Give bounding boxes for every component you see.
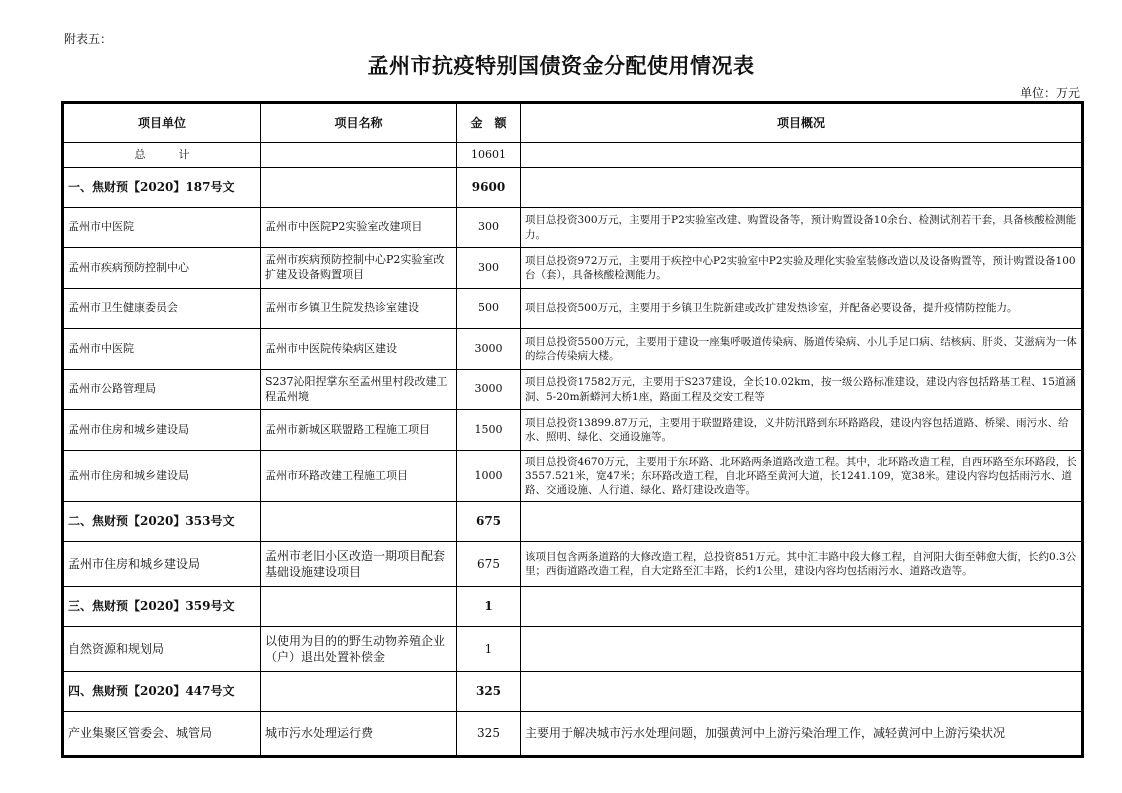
table-row (64, 248, 1082, 289)
table-row (64, 542, 1082, 587)
group-name-cell (261, 502, 457, 542)
item-amount: 500 (457, 289, 521, 329)
group-amount: 325 (457, 672, 521, 712)
table-row (64, 208, 1082, 248)
total-name-cell (261, 143, 457, 168)
total-row (64, 143, 1082, 168)
group-name-cell (261, 168, 457, 208)
group-overview-cell (521, 168, 1082, 208)
group-row (64, 168, 1082, 208)
item-amount: 3000 (457, 370, 521, 410)
group-overview-cell (521, 502, 1082, 542)
item-name: 城市污水处理运行费 (261, 712, 457, 756)
total-overview-cell (521, 143, 1082, 168)
group-name-cell (261, 587, 457, 627)
item-amount: 1000 (457, 451, 521, 502)
item-name: S237沁阳捏掌东至孟州里村段改建工程孟州境 (261, 370, 457, 410)
header-overview: 项目概况 (521, 104, 1082, 143)
item-name: 孟州市乡镇卫生院发热诊室建设 (261, 289, 457, 329)
item-amount: 675 (457, 542, 521, 587)
group-label: 三、焦财预【2020】359号文 (64, 587, 261, 627)
item-name: 孟州市中医院P2实验室改建项目 (261, 208, 457, 248)
group-overview-cell (521, 672, 1082, 712)
group-name-cell (261, 672, 457, 712)
item-unit: 自然资源和规划局 (64, 627, 261, 672)
unit-label: 单位：万元 (1019, 86, 1080, 100)
allocation-table-frame (61, 101, 1084, 758)
item-unit: 孟州市疾病预防控制中心 (64, 248, 261, 289)
item-unit: 孟州市住房和城乡建设局 (64, 410, 261, 451)
item-name: 孟州市疾病预防控制中心P2实验室改扩建及设备购置项目 (261, 248, 457, 289)
table-row (64, 370, 1082, 410)
item-amount: 1500 (457, 410, 521, 451)
group-amount: 1 (457, 587, 521, 627)
total-label: 总 计 (64, 143, 261, 168)
item-overview: 项目总投资972万元，主要用于疾控中心P2实验室中P2实验及理化实验室装修改造以及设备购置等，预计购置设备100台（套），具备核酸检测能力。 (521, 248, 1082, 289)
item-amount: 300 (457, 208, 521, 248)
table-row (64, 289, 1082, 329)
group-amount: 9600 (457, 168, 521, 208)
item-unit: 孟州市住房和城乡建设局 (64, 542, 261, 587)
header-unit: 项目单位 (64, 104, 261, 143)
item-unit: 产业集聚区管委会、城管局 (64, 712, 261, 756)
item-overview: 项目总投资13899.87万元，主要用于联盟路建设，义井防汛路到东环路路段，建设内容包括道路、桥梁、雨污水、给水、照明、绿化、交通设施等。 (521, 410, 1082, 451)
item-unit: 孟州市住房和城乡建设局 (64, 451, 261, 502)
group-row (64, 502, 1082, 542)
annex-label: 附表五： (64, 32, 113, 46)
table-row (64, 451, 1082, 502)
item-unit: 孟州市卫生健康委员会 (64, 289, 261, 329)
group-label: 一、焦财预【2020】187号文 (64, 168, 261, 208)
item-overview: 项目总投资300万元，主要用于P2实验室改建、购置设备等，预计购置设备10余台、检测试剂若干套，具备核酸检测能力。 (521, 208, 1082, 248)
item-overview: 项目总投资4670万元，主要用于东环路、北环路两条道路改造工程。其中，北环路改造工程，自西环路至东环路段，长3557.521米，宽47米；东环路改造工程，自北环路至黄河大道，长1241.109，宽38米。建设内容均包括雨污水、道路、交通设施、人行道、绿化、路灯建设改造等。 (521, 451, 1082, 502)
table-row (64, 627, 1082, 672)
header-amount: 金 额 (457, 104, 521, 143)
item-overview: 该项目包含两条道路的大修改造工程，总投资851万元。其中汇丰路中段大修工程，自河阳大街至韩愈大街，长约0.3公里；西街道路改造工程，自大定路至汇丰路，长约1公里，建设内容均包括雨污水、道路改造等。 (521, 542, 1082, 587)
item-amount: 3000 (457, 329, 521, 370)
item-name: 孟州市环路改建工程施工项目 (261, 451, 457, 502)
header-name: 项目名称 (261, 104, 457, 143)
item-amount: 325 (457, 712, 521, 756)
table-row (64, 329, 1082, 370)
item-name: 孟州市新城区联盟路工程施工项目 (261, 410, 457, 451)
item-name: 孟州市中医院传染病区建设 (261, 329, 457, 370)
item-overview: 项目总投资500万元，主要用于乡镇卫生院新建或改扩建发热诊室，并配备必要设备，提升疫情防控能力。 (521, 289, 1082, 329)
item-unit: 孟州市中医院 (64, 329, 261, 370)
group-label: 四、焦财预【2020】447号文 (64, 672, 261, 712)
item-overview: 项目总投资17582万元，主要用于S237建设，全长10.02km，按一级公路标准建设，建设内容包括路基工程、15道涵洞、5-20m新蟒河大桥1座，路面工程及交安工程等 (521, 370, 1082, 410)
item-overview: 项目总投资5500万元，主要用于建设一座集呼吸道传染病、肠道传染病、小儿手足口病、结核病、肝炎、艾滋病为一体的综合传染病大楼。 (521, 329, 1082, 370)
item-overview (521, 627, 1082, 672)
table-row (64, 712, 1082, 756)
item-name: 孟州市老旧小区改造一期项目配套基础设施建设项目 (261, 542, 457, 587)
item-unit: 孟州市公路管理局 (64, 370, 261, 410)
group-overview-cell (521, 587, 1082, 627)
item-amount: 300 (457, 248, 521, 289)
group-label: 二、焦财预【2020】353号文 (64, 502, 261, 542)
allocation-table (63, 103, 1082, 756)
group-amount: 675 (457, 502, 521, 542)
group-row (64, 587, 1082, 627)
page-title: 孟州市抗疫特别国债资金分配使用情况表 (367, 53, 755, 78)
item-unit: 孟州市中医院 (64, 208, 261, 248)
item-overview: 主要用于解决城市污水处理问题，加强黄河中上游污染治理工作，减轻黄河中上游污染状况 (521, 712, 1082, 756)
total-amount: 10601 (457, 143, 521, 168)
group-row (64, 672, 1082, 712)
item-amount: 1 (457, 627, 521, 672)
table-row (64, 410, 1082, 451)
item-name: 以使用为目的的野生动物养殖企业（户）退出处置补偿金 (261, 627, 457, 672)
table-header-row (64, 104, 1082, 143)
